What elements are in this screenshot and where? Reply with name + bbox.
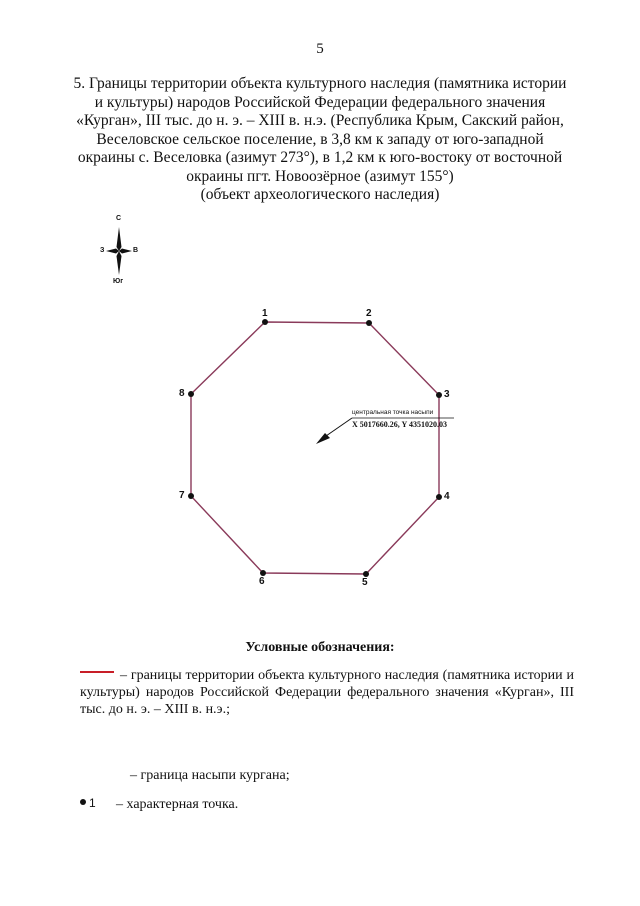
vertex-point-3 (436, 392, 442, 398)
characteristic-points (188, 319, 442, 577)
center-leader-line (326, 418, 352, 436)
vertex-label-5: 5 (362, 577, 368, 588)
mound-boundary-polygon (191, 322, 439, 574)
vertex-label-7: 7 (179, 490, 185, 501)
vertex-label-1: 1 (262, 308, 268, 319)
legend-title: Условные обозначения: (245, 640, 395, 655)
legend-boundary-text: – границы территории объекта культурного наследия (памятника истории и культуры) народов Российской Федерации федерального значения «Курган», III тыс. до н. э. – XIII в. н.э.; (80, 668, 574, 717)
title-line: окраины с. Веселовка (азимут 273°), в 1,2 км к юго-востоку от восточной (77, 149, 563, 166)
center-point-label: центральная точка насыпи (352, 409, 434, 416)
legend-point-number: 1 (89, 796, 96, 810)
compass-west-label: З (100, 247, 105, 254)
vertex-label-4: 4 (444, 491, 450, 502)
compass-west-arrow (106, 249, 119, 254)
compass-east-arrow (119, 249, 132, 254)
legend-point-text: – характерная точка. (116, 797, 239, 812)
page-number: 5 (316, 41, 324, 57)
title-line: (объект археологического наследия) (200, 186, 440, 203)
title-line: 5. Границы территории объекта культурного наследия (памятника истории (73, 75, 567, 92)
compass-north-arrow (117, 227, 122, 251)
title-line: и культуры) народов Российской Федерации федерального значения (94, 93, 546, 111)
vertex-point-2 (366, 320, 372, 326)
compass-north-label: С (116, 215, 122, 222)
vertex-point-8 (188, 391, 194, 397)
vertex-point-4 (436, 494, 442, 500)
compass-south-label: Юг (113, 278, 124, 285)
legend-point-dot-icon (80, 799, 86, 805)
center-point-coords: X 5017660.26, Y 4351020.03 (352, 420, 447, 429)
vertex-label-6: 6 (259, 576, 265, 587)
title-line: Веселовское сельское поселение, в 3,8 км к западу от юго-западной (96, 130, 544, 148)
title-line: «Курган», III тыс. до н. э. – XIII в. н.э. (Республика Крым, Сакский район, (76, 112, 564, 129)
vertex-point-7 (188, 493, 194, 499)
compass-south-arrow (117, 251, 122, 275)
legend-mound-text: – граница насыпи кургана; (130, 768, 290, 783)
vertex-point-1 (262, 319, 268, 325)
vertex-label-3: 3 (444, 389, 450, 400)
vertex-label-2: 2 (366, 308, 372, 319)
title-line: окраины пгт. Новоозёрное (азимут 155°) (186, 167, 454, 185)
compass-rose-icon (106, 227, 132, 275)
vertex-label-8: 8 (179, 388, 185, 399)
compass-east-label: В (133, 247, 139, 254)
